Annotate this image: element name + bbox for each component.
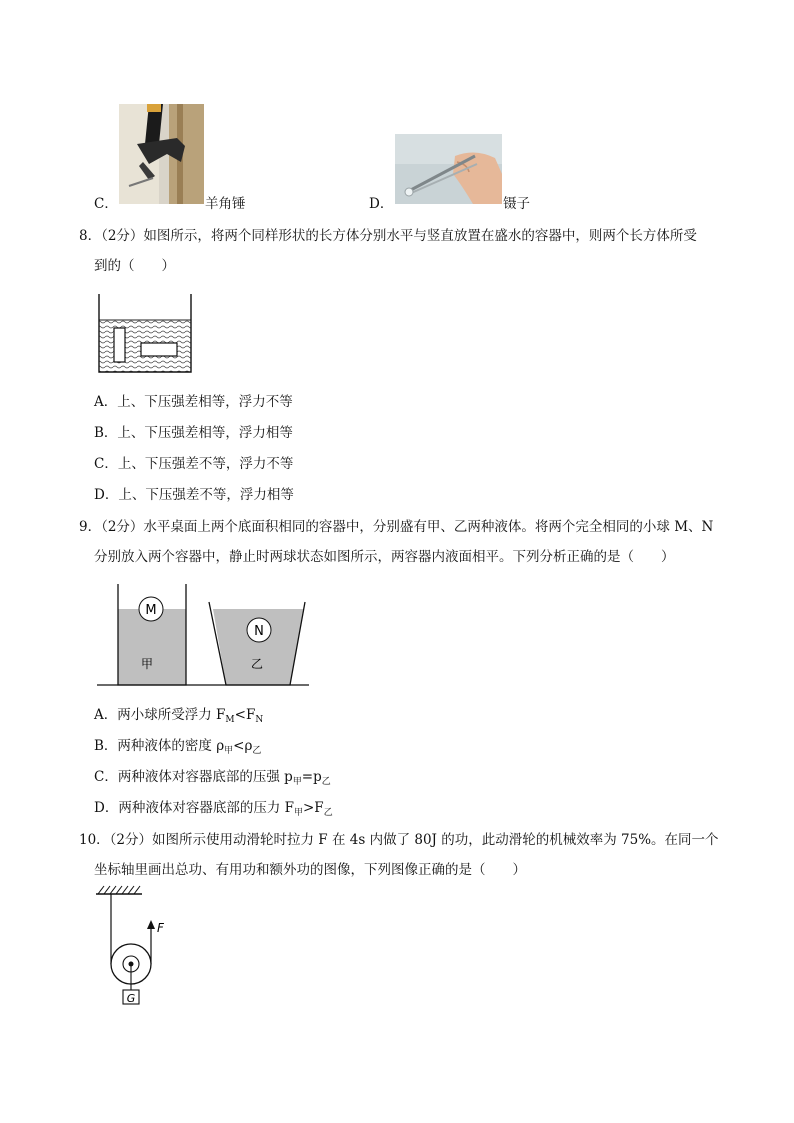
q7-option-d-caption: 镊子 (503, 196, 530, 212)
q9-stem-line2: 分别放入两个容器中，静止时两球状态如图所示，两容器内液面相平。下列分析正确的是（ ） (94, 549, 675, 565)
q9-option-b: B．两种液体的密度 $\rho_甲<\rho_乙$ (94, 738, 262, 756)
q10-stem-line1: 10．（2分）如图所示使用动滑轮时拉力 F 在 4s 内做了 80J 的功，此动滑轮的机械效率为 75%。在同一个 (79, 832, 719, 848)
q9-two-containers-figure (97, 584, 309, 688)
q9-option-c: C．两种液体对容器底部的压强 $p_甲=p_乙$ (94, 769, 331, 787)
q8-container-figure (97, 294, 193, 374)
q10-pulley-figure (90, 884, 180, 1008)
q8-stem-line2: 到的（ ） (94, 258, 175, 274)
q10-stem-line2: 坐标轴里画出总功、有用功和额外功的图像，下列图像正确的是（ ） (94, 862, 526, 878)
ball-m-label: M (145, 603, 157, 618)
weight-label: G (126, 992, 136, 1005)
ball-n-label: N (254, 624, 264, 639)
q8-option-d: D．上、下压强差不等，浮力相等 (94, 487, 294, 503)
q9-option-d: D．两种液体对容器底部的压力 $F_甲>F_乙$ (94, 800, 333, 818)
tweezers-photo (395, 134, 502, 204)
q9-stem-line1: 9．（2分）水平桌面上两个底面积相同的容器中，分别盛有甲、乙两种液体。将两个完全相同的小球 M、N (79, 519, 714, 535)
liquid-b-label: 乙 (250, 657, 264, 671)
hammer-photo (119, 104, 204, 204)
liquid-a-label: 甲 (140, 657, 154, 671)
q8-option-a: A．上、下压强差相等，浮力不等 (94, 394, 293, 410)
q9-option-a: A．两小球所受浮力 $F_M<F_N$ (94, 707, 264, 725)
q8-option-b: B．上、下压强差相等，浮力相等 (94, 425, 293, 441)
q7-option-d-letter: D． (369, 196, 394, 212)
q8-option-c: C．上、下压强差不等，浮力不等 (94, 456, 294, 472)
force-label: F (157, 921, 164, 935)
q7-option-c-letter: C． (94, 196, 118, 212)
q7-option-c-caption: 羊角锤 (205, 196, 246, 212)
q8-stem-line1: 8．（2分）如图所示，将两个同样形状的长方体分别水平与竖直放置在盛水的容器中，则两个长方体所受 (79, 228, 697, 244)
